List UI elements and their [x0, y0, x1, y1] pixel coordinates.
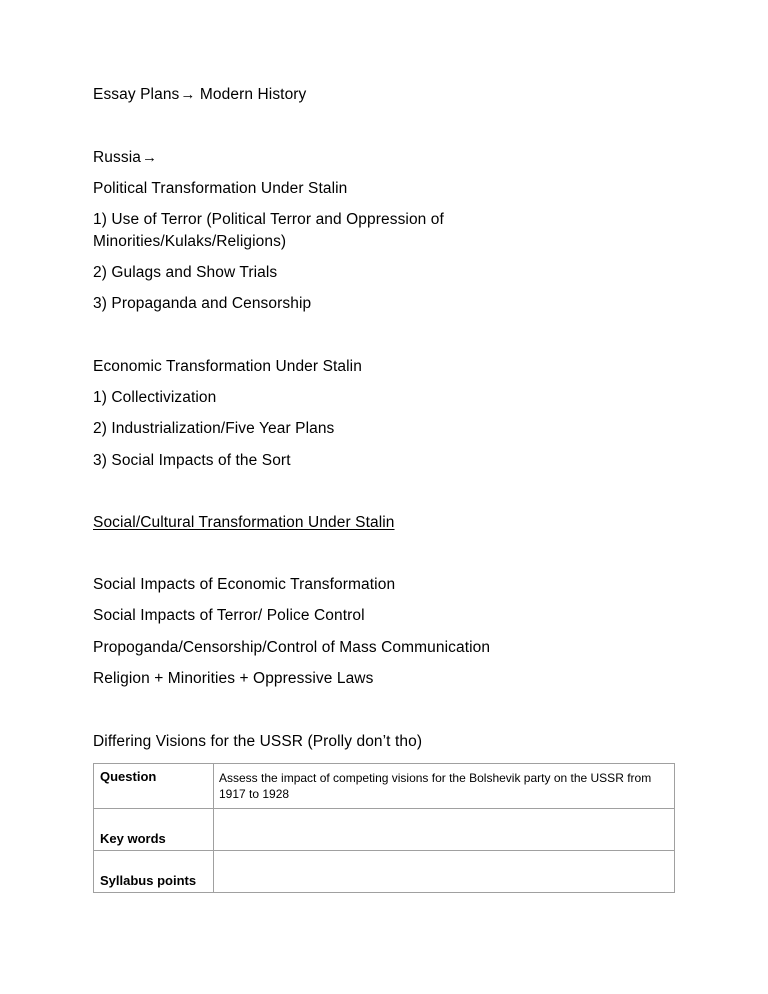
table-value-key-words	[214, 809, 675, 851]
arrow-icon: →	[180, 86, 196, 103]
section-heading-differing-visions: Differing Visions for the USSR (Prolly don’t tho)	[93, 733, 423, 750]
list-item: 2) Industrialization/Five Year Plans	[93, 420, 335, 437]
topic-heading	[93, 147, 157, 169]
arrow-icon: →	[141, 149, 158, 166]
list-item: 3) Propaganda and Censorship	[93, 295, 312, 312]
title-text: Essay Plans	[93, 86, 180, 103]
list-item: 1) Use of Terror (Political Terror and Oppression of Minorities/Kulaks/Religions)	[93, 211, 444, 250]
list-item: Propoganda/Censorship/Control of Mass Communication	[93, 639, 491, 656]
table-label-syllabus-points: Syllabus points	[94, 851, 214, 893]
table-label-key-words: Key words	[94, 809, 214, 851]
table-row	[94, 851, 675, 893]
section-heading-social-cultural: Social/Cultural Transformation Under Stalin	[93, 514, 395, 531]
document-title	[93, 84, 306, 106]
essay-plan-table	[93, 763, 675, 893]
title-suffix: Modern History	[199, 86, 307, 103]
list-item: 3) Social Impacts of the Sort	[93, 452, 291, 469]
list-item: 2) Gulags and Show Trials	[93, 264, 278, 281]
topic-text: Russia	[93, 149, 141, 166]
list-item: Social Impacts of Terror/ Police Control	[93, 607, 365, 624]
table-row	[94, 764, 675, 809]
list-item: Religion + Minorities + Oppressive Laws	[93, 670, 374, 687]
table-value-question: Assess the impact of competing visions for the Bolshevik party on the USSR from 1917 to 1928	[214, 764, 675, 809]
list-item: 1) Collectivization	[93, 389, 217, 406]
table-value-syllabus-points	[214, 851, 675, 893]
section-heading-political: Political Transformation Under Stalin	[93, 180, 348, 197]
section-heading-economic: Economic Transformation Under Stalin	[93, 358, 362, 375]
table-label-question: Question	[94, 764, 214, 809]
list-item: Social Impacts of Economic Transformation	[93, 576, 396, 593]
table-row	[94, 809, 675, 851]
